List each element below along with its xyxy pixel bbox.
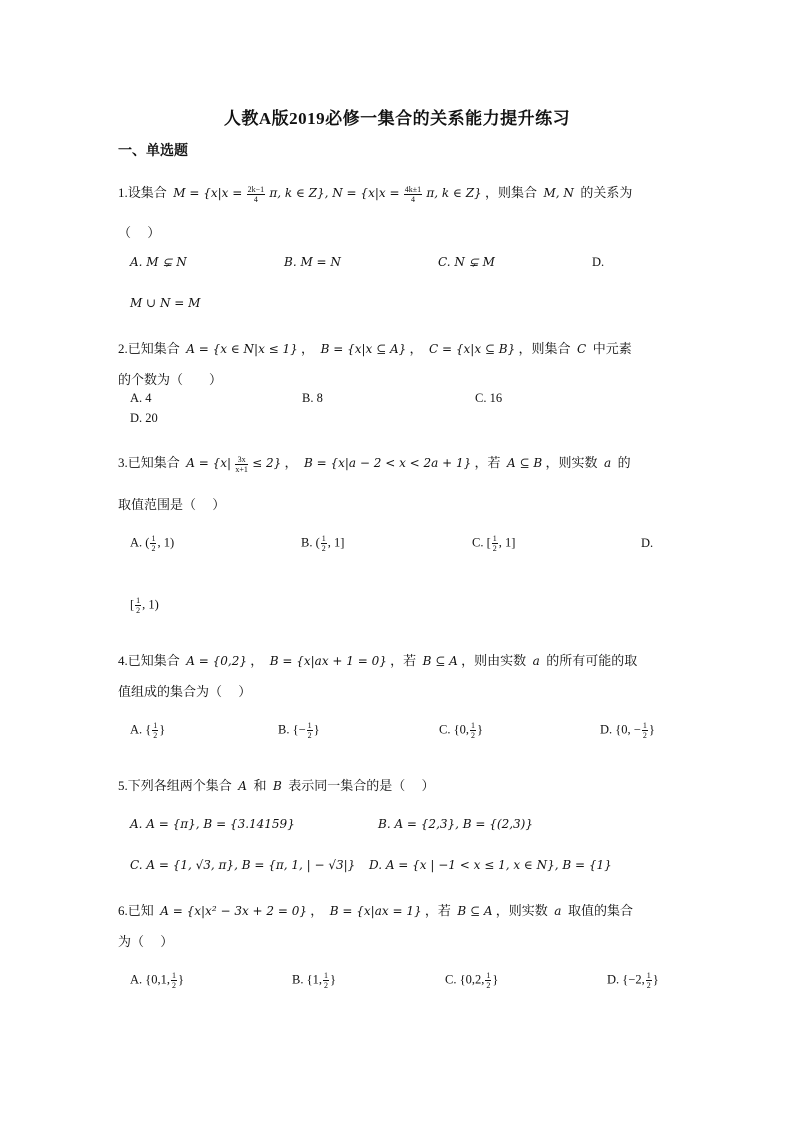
q1-option-c: C. N ⊊ M: [438, 255, 495, 269]
q3-option-a: A. ( $\frac{1}{2}$ , 1): [130, 534, 175, 553]
question-6-stem: 6.已知 A = {x|x² − 3x + 2 = 0} ， B = {x|ax = 1} ，若 B ⊆ A ，则实数 a 取值的集合: [118, 903, 633, 918]
q2-option-c: C. 16: [475, 391, 503, 405]
q5-option-b: B. A = {2,3}, B = {(2,3)}: [378, 817, 533, 831]
fraction: $\frac{3x}{x+1}$: [235, 454, 248, 474]
q2-option-a: A. 4: [130, 391, 152, 405]
q2-option-d: D. 20: [130, 411, 158, 425]
q4-option-b: B. {− $\frac{1}{2}$ }: [278, 721, 320, 740]
page-title: 人教A版2019必修一集合的关系能力提升练习: [223, 109, 571, 128]
q6-option-d: D. {−2, $\frac{1}{2}$ }: [607, 971, 659, 990]
q1-option-d: D.: [592, 255, 605, 269]
q3-option-c: C. [ $\frac{1}{2}$ , 1]: [472, 534, 516, 553]
question-3-line2: 取值范围是（ ）: [118, 497, 226, 512]
q1-option-a: A. M ⊊ N: [130, 255, 187, 269]
q6-option-b: B. {1, $\frac{1}{2}$ }: [292, 971, 336, 990]
q3-option-d: D.: [641, 536, 654, 550]
question-1-paren: （ ）: [118, 225, 161, 240]
question-4-line2: 值组成的集合为（ ）: [118, 684, 252, 699]
fraction: $\frac{2k-1}{4}$: [247, 184, 265, 204]
question-6-line2: 为（ ）: [118, 934, 174, 949]
q5-option-a: A. A = {π}, B = {3.14159}: [130, 817, 295, 831]
question-3-stem: 3.已知集合 A = {x| $\frac{3x}{x+1}$ ≤ 2} ， B = {x|a − 2 < x < 2a + 1} ，若 A ⊆ B ，则实数 a 的: [118, 454, 631, 474]
question-5-stem: 5.下列各组两个集合 A 和 B 表示同一集合的是（ ）: [118, 778, 435, 793]
q3-option-d-content: [ $\frac{1}{2}$ , 1): [130, 596, 159, 615]
q4-option-a: A. { $\frac{1}{2}$ }: [130, 721, 166, 740]
q4-option-c: C. {0, $\frac{1}{2}$ }: [439, 721, 483, 740]
q1-option-d-content: M ∪ N = M: [130, 296, 201, 310]
q5-option-d: D. A = {x | −1 < x ≤ 1, x ∈ N}, B = {1}: [369, 858, 612, 872]
q6-option-a: A. {0,1, $\frac{1}{2}$ }: [130, 971, 185, 990]
question-2-line2: 的个数为（ ）: [118, 372, 223, 387]
fraction: $\frac{4k\pm 1}{4}$: [404, 184, 422, 204]
question-2-stem: 2.已知集合 A = {x ∈ N|x ≤ 1} ， B = {x|x ⊆ A} ， C = {x|x ⊆ B} ，则集合 C 中元素: [118, 341, 632, 356]
q3-option-b: B. ( $\frac{1}{2}$ , 1]: [301, 534, 345, 553]
question-1-stem: 1.设集合 M = {x|x = $\frac{2k-1}{4}$ π, k ∈ Z}, N = {x|x = $\frac{4k\pm 1}{4}$ π, k ∈ Z} ，则集合 M, N 的关系为: [118, 184, 633, 204]
question-4-stem: 4.已知集合 A = {0,2} ， B = {x|ax + 1 = 0} ，若 B ⊆ A ，则由实数 a 的所有可能的取: [118, 653, 638, 668]
q2-option-b: B. 8: [302, 391, 323, 405]
q6-option-c: C. {0,2, $\frac{1}{2}$ }: [445, 971, 499, 990]
q4-option-d: D. {0, − $\frac{1}{2}$ }: [600, 721, 655, 740]
section-heading: 一、单选题: [118, 144, 188, 159]
q1-option-b: B. M = N: [284, 255, 341, 269]
q5-option-c: C. A = {1, √3, π}, B = {π, 1, | − √3|}: [130, 858, 356, 872]
